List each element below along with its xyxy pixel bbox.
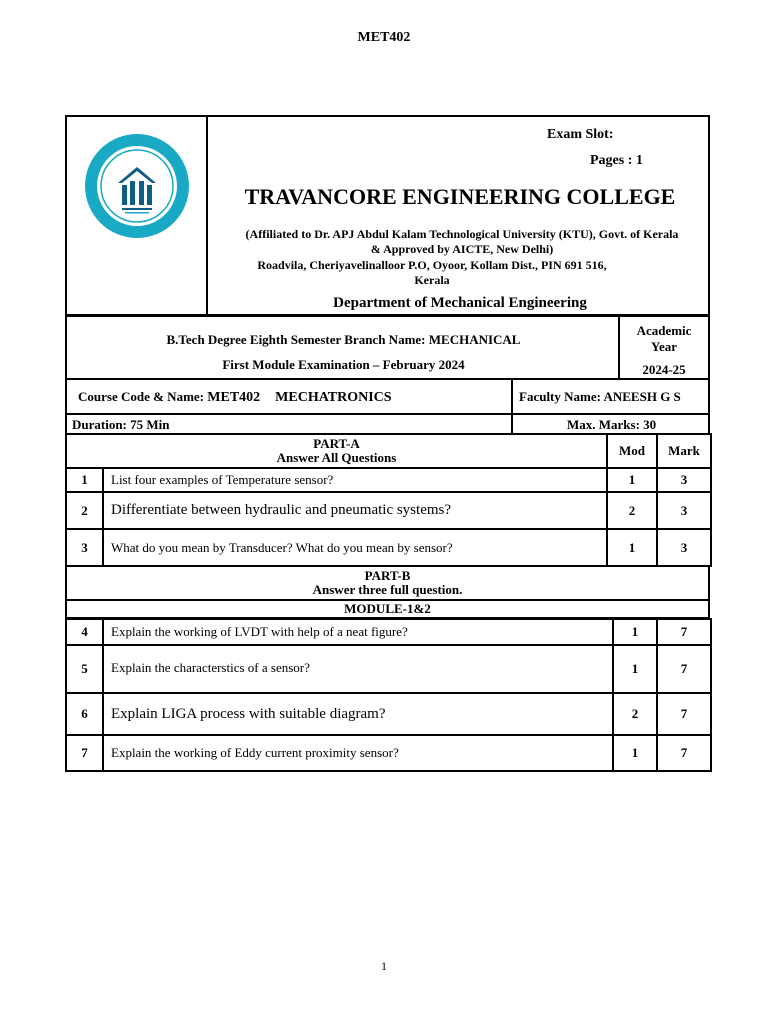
question-text: Explain the working of LVDT with help of a neat figure? xyxy=(103,619,613,645)
question-number: 3 xyxy=(66,529,103,566)
max-marks: Max. Marks: 30 xyxy=(567,417,657,432)
question-text: Explain the working of Eddy current proximity sensor? xyxy=(103,735,613,771)
table-row xyxy=(66,619,711,645)
duration: Duration: 75 Min xyxy=(72,417,170,432)
course-name: MECHATRONICS xyxy=(275,390,392,405)
question-mod: 1 xyxy=(607,529,657,566)
part-a-title-cell xyxy=(66,434,607,468)
header-course-code: MET402 xyxy=(357,30,411,45)
exam-line: First Module Examination – February 2024 xyxy=(222,357,465,372)
part-a-header-row xyxy=(66,434,711,468)
academic-year-label xyxy=(620,323,708,355)
part-a-title: PART-A xyxy=(313,436,360,451)
college-name: TRAVANCORE ENGINEERING COLLEGE xyxy=(244,184,676,209)
module-row xyxy=(66,600,709,618)
course-code: MET402 xyxy=(207,390,261,405)
degree-line: B.Tech Degree Eighth Semester Branch Name: MECHANICAL xyxy=(166,332,521,347)
academic-year-label-1: Academic xyxy=(636,323,692,338)
duration-cell xyxy=(67,415,513,433)
question-mark: 3 xyxy=(657,529,711,566)
question-text: Explain LIGA process with suitable diagram? xyxy=(103,693,613,735)
course-label: Course Code & Name: xyxy=(78,389,208,404)
course-code-name xyxy=(78,389,392,406)
question-mod: 1 xyxy=(613,735,657,771)
address-line-2: Kerala xyxy=(414,273,450,287)
address-line-1: Roadvila, Cheriyavelinalloor P.O, Oyoor, Kollam Dist., PIN 691 516, xyxy=(257,258,607,272)
table-row xyxy=(66,645,711,693)
page-number: 1 xyxy=(381,959,387,973)
table-row xyxy=(66,468,711,492)
part-a-table xyxy=(65,433,712,567)
question-number: 7 xyxy=(66,735,103,771)
mod-header: Mod xyxy=(607,434,657,468)
degree-info xyxy=(65,315,710,380)
question-text: Explain the characterstics of a sensor? xyxy=(103,645,613,693)
question-mod: 2 xyxy=(607,492,657,529)
question-mod: 1 xyxy=(613,619,657,645)
question-number: 2 xyxy=(66,492,103,529)
course-info xyxy=(65,378,710,415)
duration-info xyxy=(65,413,710,435)
pages-count: Pages : 1 xyxy=(590,153,643,168)
logo-cell xyxy=(67,117,208,314)
academic-year: 2024-25 xyxy=(642,362,686,377)
department-name: Department of Mechanical Engineering xyxy=(333,295,587,311)
question-mod: 2 xyxy=(613,693,657,735)
question-mark: 3 xyxy=(657,468,711,492)
faculty-name: Faculty Name: ANEESH G S xyxy=(519,389,681,404)
question-number: 6 xyxy=(66,693,103,735)
table-row xyxy=(66,735,711,771)
question-text: List four examples of Temperature sensor? xyxy=(103,468,607,492)
module-label: MODULE-1&2 xyxy=(66,600,709,618)
table-row xyxy=(66,693,711,735)
question-text: Differentiate between hydraulic and pneumatic systems? xyxy=(103,492,607,529)
exam-slot: Exam Slot: xyxy=(547,127,614,142)
table-row xyxy=(66,529,711,566)
part-a-subtitle: Answer All Questions xyxy=(276,450,397,465)
college-logo-icon xyxy=(82,131,192,241)
question-number: 5 xyxy=(66,645,103,693)
question-mark: 7 xyxy=(657,735,711,771)
question-mark: 7 xyxy=(657,619,711,645)
affiliation xyxy=(227,227,697,257)
mark-header: Mark xyxy=(657,434,711,468)
affiliation-line-1: (Affiliated to Dr. APJ Abdul Kalam Technological University (KTU), Govt. of Kerala xyxy=(245,227,679,241)
part-b-title-cell xyxy=(66,566,709,600)
part-b-subtitle: Answer three full question. xyxy=(312,582,463,597)
question-number: 4 xyxy=(66,619,103,645)
table-row xyxy=(66,492,711,529)
question-number: 1 xyxy=(66,468,103,492)
degree-cell xyxy=(67,317,620,378)
college-header xyxy=(65,115,710,316)
question-mark: 7 xyxy=(657,645,711,693)
question-mark: 3 xyxy=(657,492,711,529)
part-b-title-row xyxy=(66,566,709,600)
question-mod: 1 xyxy=(613,645,657,693)
question-mod: 1 xyxy=(607,468,657,492)
question-mark: 7 xyxy=(657,693,711,735)
course-cell xyxy=(67,380,513,413)
part-b-table xyxy=(65,618,712,772)
part-b-title: PART-B xyxy=(364,568,411,583)
part-b-header xyxy=(65,565,710,619)
address xyxy=(227,258,637,288)
question-text: What do you mean by Transducer? What do you mean by sensor? xyxy=(103,529,607,566)
academic-year-label-2: Year xyxy=(651,339,677,354)
affiliation-line-2: & Approved by AICTE, New Delhi) xyxy=(370,242,554,256)
